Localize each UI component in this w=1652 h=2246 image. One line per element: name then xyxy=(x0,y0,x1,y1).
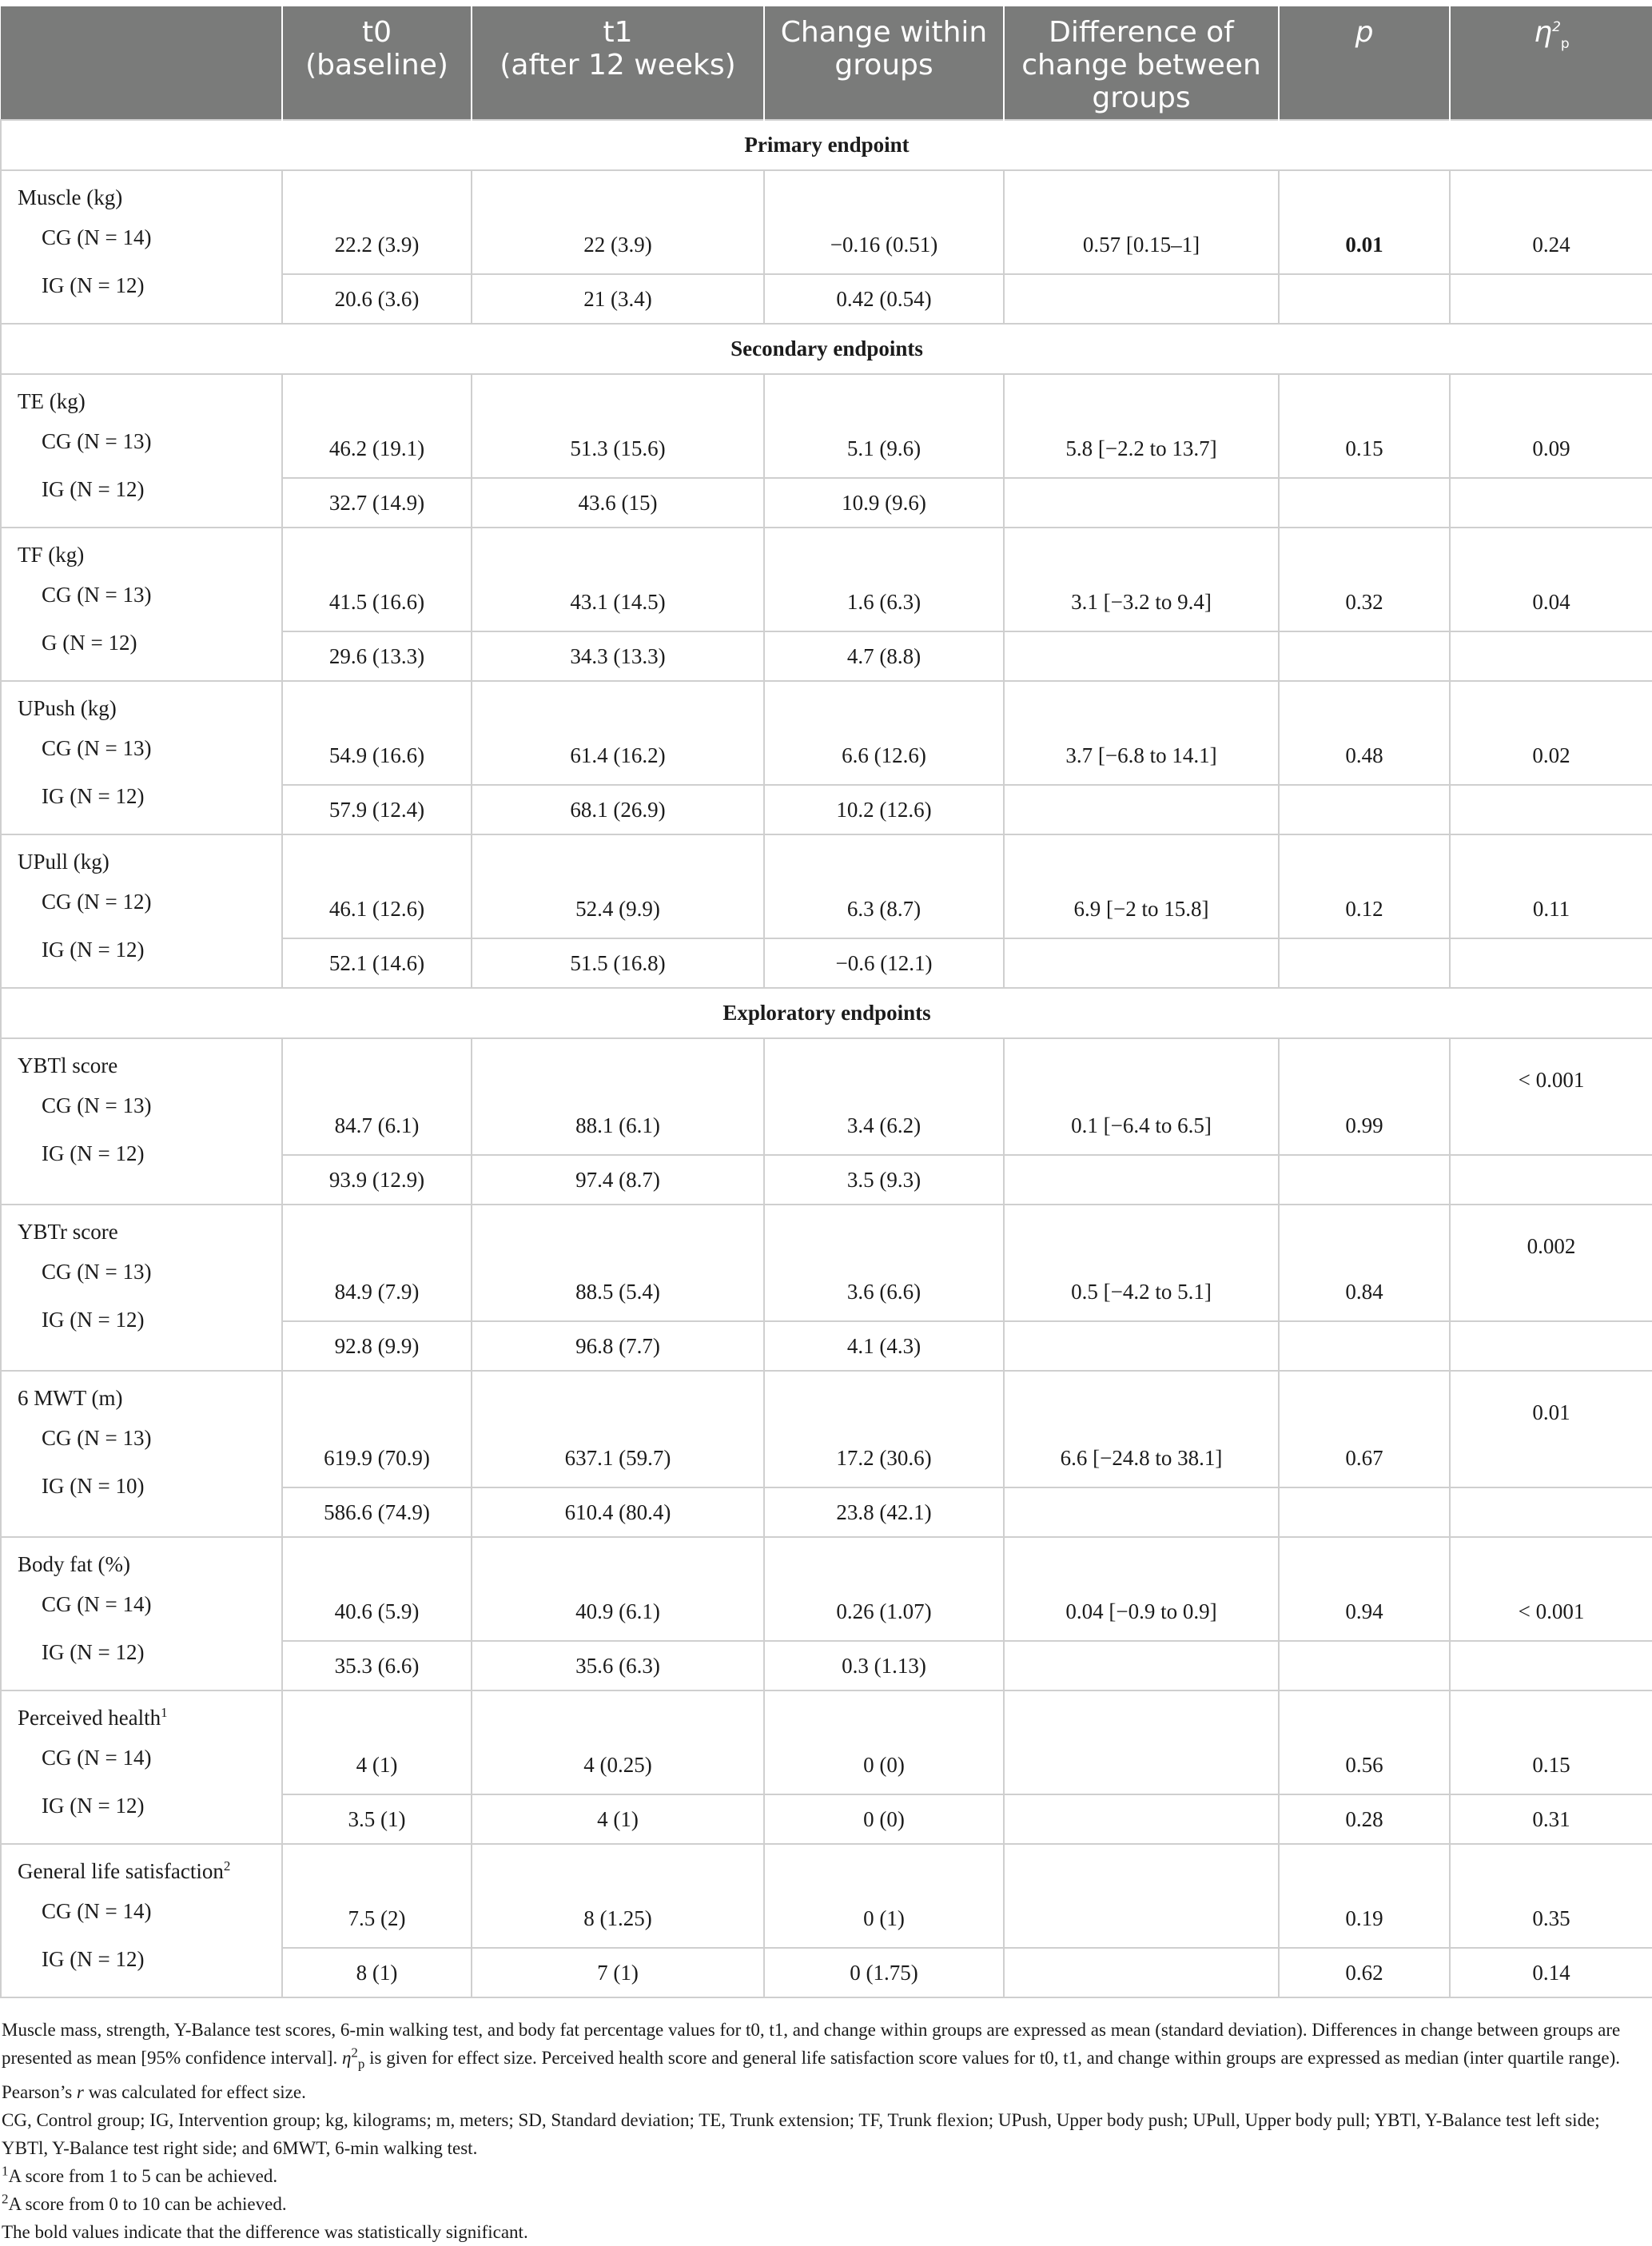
p-value-bodyfat: 0.94 xyxy=(1279,1537,1450,1641)
results-table-document xyxy=(0,6,1652,2246)
cg-change-ybtr: 3.6 (6.6) xyxy=(764,1205,1004,1321)
cg-change-upush: 6.6 (12.6) xyxy=(764,681,1004,785)
ig-t1-muscle: 21 (3.4) xyxy=(472,274,764,324)
cg-t0-upush: 54.9 (16.6) xyxy=(282,681,472,785)
footnote-bold: The bold values indicate that the difference was statistically significant. xyxy=(2,2221,528,2242)
ig-change-mwt: 23.8 (42.1) xyxy=(764,1487,1004,1537)
ig-t1-upull: 51.5 (16.8) xyxy=(472,938,764,988)
ig-diff-life xyxy=(1004,1948,1279,1997)
row-label-ybtr: YBTr score CG (N = 13) IG (N = 12) xyxy=(1,1205,282,1371)
footnote-2: $^2$A score from 0 to 10 can be achieved. xyxy=(2,2190,287,2214)
header-t0: t0 (baseline) xyxy=(282,6,472,120)
header-blank xyxy=(1,6,282,120)
ig-t1-ybtl: 97.4 (8.7) xyxy=(472,1155,764,1205)
row-label-upush: UPush (kg) CG (N = 13) IG (N = 12) xyxy=(1,681,282,834)
eta-te: 0.09 xyxy=(1450,374,1652,478)
cg-t1-muscle: 22 (3.9) xyxy=(472,170,764,274)
ig-change-health: 0 (0) xyxy=(764,1794,1004,1844)
ig-change-bodyfat: 0.3 (1.13) xyxy=(764,1641,1004,1690)
cg-t0-life: 7.5 (2) xyxy=(282,1844,472,1948)
cg-t1-health: 4 (0.25) xyxy=(472,1690,764,1794)
cg-change-health: 0 (0) xyxy=(764,1690,1004,1794)
cg-t1-ybtr: 88.5 (5.4) xyxy=(472,1205,764,1321)
cg-eta-life: 0.35 xyxy=(1450,1844,1652,1948)
cg-change-te: 5.1 (9.6) xyxy=(764,374,1004,478)
cg-t1-te: 51.3 (15.6) xyxy=(472,374,764,478)
p-value-upush: 0.48 xyxy=(1279,681,1450,785)
ig-t1-mwt: 610.4 (80.4) xyxy=(472,1487,764,1537)
ig-p-upull xyxy=(1279,938,1450,988)
ig-change-ybtr: 4.1 (4.3) xyxy=(764,1321,1004,1371)
table-row xyxy=(1,834,1652,938)
p-value-muscle: 0.01 xyxy=(1279,170,1450,274)
p-value-ybtl: 0.99 xyxy=(1279,1038,1450,1155)
table-row xyxy=(1,1371,1652,1487)
results-table xyxy=(0,6,1652,1998)
ig-p-ybtr xyxy=(1279,1321,1450,1371)
cg-t0-te: 46.2 (19.1) xyxy=(282,374,472,478)
row-label-life: General life satisfaction$^2$ CG (N = 14) IG (N = 12) xyxy=(1,1844,282,1997)
ig-t1-ybtr: 96.8 (7.7) xyxy=(472,1321,764,1371)
section-secondary: Secondary endpoints xyxy=(1,324,1652,374)
ig-t0-mwt: 586.6 (74.9) xyxy=(282,1487,472,1537)
ig-t1-life: 7 (1) xyxy=(472,1948,764,1997)
table-row xyxy=(1,1844,1652,1948)
p-value-ybtr: 0.84 xyxy=(1279,1205,1450,1321)
eta-ybtl: < 0.001 xyxy=(1450,1038,1652,1155)
cg-change-mwt: 17.2 (30.6) xyxy=(764,1371,1004,1487)
ig-t1-bodyfat: 35.6 (6.3) xyxy=(472,1641,764,1690)
diff-life xyxy=(1004,1844,1279,1948)
row-label-upull: UPull (kg) CG (N = 12) IG (N = 12) xyxy=(1,834,282,988)
cg-t1-bodyfat: 40.9 (6.1) xyxy=(472,1537,764,1641)
ig-diff-ybtr xyxy=(1004,1321,1279,1371)
cg-t1-mwt: 637.1 (59.7) xyxy=(472,1371,764,1487)
row-label-bodyfat: Body fat (%) CG (N = 14) IG (N = 12) xyxy=(1,1537,282,1690)
row-label-mwt: 6 MWT (m) CG (N = 13) IG (N = 10) xyxy=(1,1371,282,1537)
ig-diff-health xyxy=(1004,1794,1279,1844)
header-change-within: Change within groups xyxy=(764,6,1004,120)
cg-t0-ybtr: 84.9 (7.9) xyxy=(282,1205,472,1321)
diff-muscle: 0.57 [0.15–1] xyxy=(1004,170,1279,274)
row-label-tf: TF (kg) CG (N = 13) G (N = 12) xyxy=(1,528,282,681)
table-row xyxy=(1,1038,1652,1155)
ig-p-te xyxy=(1279,478,1450,528)
cg-t0-upull: 46.1 (12.6) xyxy=(282,834,472,938)
ig-t0-life: 8 (1) xyxy=(282,1948,472,1997)
section-exploratory: Exploratory endpoints xyxy=(1,988,1652,1038)
header-eta: $\eta^2_p$ xyxy=(1450,6,1652,120)
ig-t0-tf: 29.6 (13.3) xyxy=(282,631,472,681)
ig-t0-te: 32.7 (14.9) xyxy=(282,478,472,528)
ig-diff-ybtl xyxy=(1004,1155,1279,1205)
ig-t0-upull: 52.1 (14.6) xyxy=(282,938,472,988)
row-label-muscle: Muscle (kg) CG (N = 14) IG (N = 12) xyxy=(1,170,282,324)
p-value-tf: 0.32 xyxy=(1279,528,1450,631)
cg-t1-ybtl: 88.1 (6.1) xyxy=(472,1038,764,1155)
table-row xyxy=(1,170,1652,274)
table-body xyxy=(1,120,1652,1997)
diff-tf: 3.1 [−3.2 to 9.4] xyxy=(1004,528,1279,631)
ig-t1-te: 43.6 (15) xyxy=(472,478,764,528)
eta-ybtr: 0.002 xyxy=(1450,1205,1652,1321)
ig-eta-life: 0.14 xyxy=(1450,1948,1652,1997)
diff-upush: 3.7 [−6.8 to 14.1] xyxy=(1004,681,1279,785)
ig-t1-tf: 34.3 (13.3) xyxy=(472,631,764,681)
footnote-abbreviations-method: Muscle mass, strength, Y-Balance test scores, 6-min walking test, and body fat percentage values for t0, t1, and change within groups are expressed as mean (standard deviation). Differences in change between groups are presented as mean [95% confidence interval]. $\eta^2_p$ is given for effect size. Perceived health score and general life satisfaction score values for t0, t1, and change within groups are expressed as median (inter quartile range). Pearson’s r was calculated for effect size. xyxy=(2,2020,1621,2102)
header-difference-between: Difference of change between groups xyxy=(1004,6,1279,120)
footnote-1: $^1$A score from 1 to 5 can be achieved. xyxy=(2,2162,278,2186)
p-value-upull: 0.12 xyxy=(1279,834,1450,938)
ig-diff-muscle xyxy=(1004,274,1279,324)
ig-eta-te xyxy=(1450,478,1652,528)
diff-ybtl: 0.1 [−6.4 to 6.5] xyxy=(1004,1038,1279,1155)
cg-t0-tf: 41.5 (16.6) xyxy=(282,528,472,631)
eta-muscle: 0.24 xyxy=(1450,170,1652,274)
ig-t1-upush: 68.1 (26.9) xyxy=(472,785,764,834)
ig-diff-tf xyxy=(1004,631,1279,681)
cg-change-bodyfat: 0.26 (1.07) xyxy=(764,1537,1004,1641)
table-row xyxy=(1,374,1652,478)
cg-change-life: 0 (1) xyxy=(764,1844,1004,1948)
header-t1: t1 (after 12 weeks) xyxy=(472,6,764,120)
row-label-ybtl: YBTl score CG (N = 13) IG (N = 12) xyxy=(1,1038,282,1205)
diff-upull: 6.9 [−2 to 15.8] xyxy=(1004,834,1279,938)
ig-p-upush xyxy=(1279,785,1450,834)
ig-change-upush: 10.2 (12.6) xyxy=(764,785,1004,834)
ig-eta-upull xyxy=(1450,938,1652,988)
diff-bodyfat: 0.04 [−0.9 to 0.9] xyxy=(1004,1537,1279,1641)
ig-eta-ybtr xyxy=(1450,1321,1652,1371)
table-row xyxy=(1,1205,1652,1321)
ig-change-muscle: 0.42 (0.54) xyxy=(764,274,1004,324)
ig-eta-health: 0.31 xyxy=(1450,1794,1652,1844)
eta-bodyfat: < 0.001 xyxy=(1450,1537,1652,1641)
ig-eta-ybtl xyxy=(1450,1155,1652,1205)
cg-change-muscle: −0.16 (0.51) xyxy=(764,170,1004,274)
ig-diff-upull xyxy=(1004,938,1279,988)
ig-diff-upush xyxy=(1004,785,1279,834)
ig-p-value-health: 0.28 xyxy=(1279,1794,1450,1844)
ig-eta-bodyfat xyxy=(1450,1641,1652,1690)
ig-diff-bodyfat xyxy=(1004,1641,1279,1690)
cg-t0-health: 4 (1) xyxy=(282,1690,472,1794)
cg-t1-life: 8 (1.25) xyxy=(472,1844,764,1948)
cg-eta-health: 0.15 xyxy=(1450,1690,1652,1794)
cg-t0-mwt: 619.9 (70.9) xyxy=(282,1371,472,1487)
footnote-abbreviations: CG, Control group; IG, Intervention group; kg, kilograms; m, meters; SD, Standard deviation; TE, Trunk extension; TF, Trunk flexion; UPush, Upper body push; UPull, Upper body pull; YBTl, Y-Balance test left side; YBTl, Y-Balance test right side; and 6MWT, 6-min walking test. xyxy=(2,2109,1600,2158)
row-label-te: TE (kg) CG (N = 13) IG (N = 12) xyxy=(1,374,282,528)
diff-te: 5.8 [−2.2 to 13.7] xyxy=(1004,374,1279,478)
header-p: p xyxy=(1279,6,1450,120)
table-footnotes xyxy=(0,1998,1652,2246)
ig-eta-upush xyxy=(1450,785,1652,834)
cg-p-value-health: 0.56 xyxy=(1279,1690,1450,1794)
diff-health xyxy=(1004,1690,1279,1794)
eta-upush: 0.02 xyxy=(1450,681,1652,785)
ig-t1-health: 4 (1) xyxy=(472,1794,764,1844)
ig-change-ybtl: 3.5 (9.3) xyxy=(764,1155,1004,1205)
diff-mwt: 6.6 [−24.8 to 38.1] xyxy=(1004,1371,1279,1487)
cg-t0-muscle: 22.2 (3.9) xyxy=(282,170,472,274)
eta-tf: 0.04 xyxy=(1450,528,1652,631)
cg-change-ybtl: 3.4 (6.2) xyxy=(764,1038,1004,1155)
ig-p-mwt xyxy=(1279,1487,1450,1537)
ig-eta-muscle xyxy=(1450,274,1652,324)
ig-t0-ybtr: 92.8 (9.9) xyxy=(282,1321,472,1371)
ig-change-te: 10.9 (9.6) xyxy=(764,478,1004,528)
ig-eta-mwt xyxy=(1450,1487,1652,1537)
ig-diff-mwt xyxy=(1004,1487,1279,1537)
table-row xyxy=(1,681,1652,785)
table-row xyxy=(1,528,1652,631)
cg-t1-tf: 43.1 (14.5) xyxy=(472,528,764,631)
table-row xyxy=(1,1537,1652,1641)
ig-eta-tf xyxy=(1450,631,1652,681)
cg-t1-upush: 61.4 (16.2) xyxy=(472,681,764,785)
ig-p-bodyfat xyxy=(1279,1641,1450,1690)
cg-t0-ybtl: 84.7 (6.1) xyxy=(282,1038,472,1155)
ig-change-life: 0 (1.75) xyxy=(764,1948,1004,1997)
cg-t1-upull: 52.4 (9.9) xyxy=(472,834,764,938)
ig-t0-upush: 57.9 (12.4) xyxy=(282,785,472,834)
ig-p-ybtl xyxy=(1279,1155,1450,1205)
ig-t0-bodyfat: 35.3 (6.6) xyxy=(282,1641,472,1690)
section-primary: Primary endpoint xyxy=(1,120,1652,170)
eta-upull: 0.11 xyxy=(1450,834,1652,938)
ig-p-muscle xyxy=(1279,274,1450,324)
cg-p-value-life: 0.19 xyxy=(1279,1844,1450,1948)
ig-t0-health: 3.5 (1) xyxy=(282,1794,472,1844)
cg-change-tf: 1.6 (6.3) xyxy=(764,528,1004,631)
eta-mwt: 0.01 xyxy=(1450,1371,1652,1487)
table-header xyxy=(1,6,1652,120)
ig-change-upull: −0.6 (12.1) xyxy=(764,938,1004,988)
ig-change-tf: 4.7 (8.8) xyxy=(764,631,1004,681)
ig-p-tf xyxy=(1279,631,1450,681)
ig-diff-te xyxy=(1004,478,1279,528)
diff-ybtr: 0.5 [−4.2 to 5.1] xyxy=(1004,1205,1279,1321)
ig-p-value-life: 0.62 xyxy=(1279,1948,1450,1997)
ig-t0-muscle: 20.6 (3.6) xyxy=(282,274,472,324)
table-row xyxy=(1,1690,1652,1794)
p-value-te: 0.15 xyxy=(1279,374,1450,478)
p-value-mwt: 0.67 xyxy=(1279,1371,1450,1487)
cg-change-upull: 6.3 (8.7) xyxy=(764,834,1004,938)
cg-t0-bodyfat: 40.6 (5.9) xyxy=(282,1537,472,1641)
ig-t0-ybtl: 93.9 (12.9) xyxy=(282,1155,472,1205)
row-label-health: Perceived health$^1$ CG (N = 14) IG (N = 12) xyxy=(1,1690,282,1844)
